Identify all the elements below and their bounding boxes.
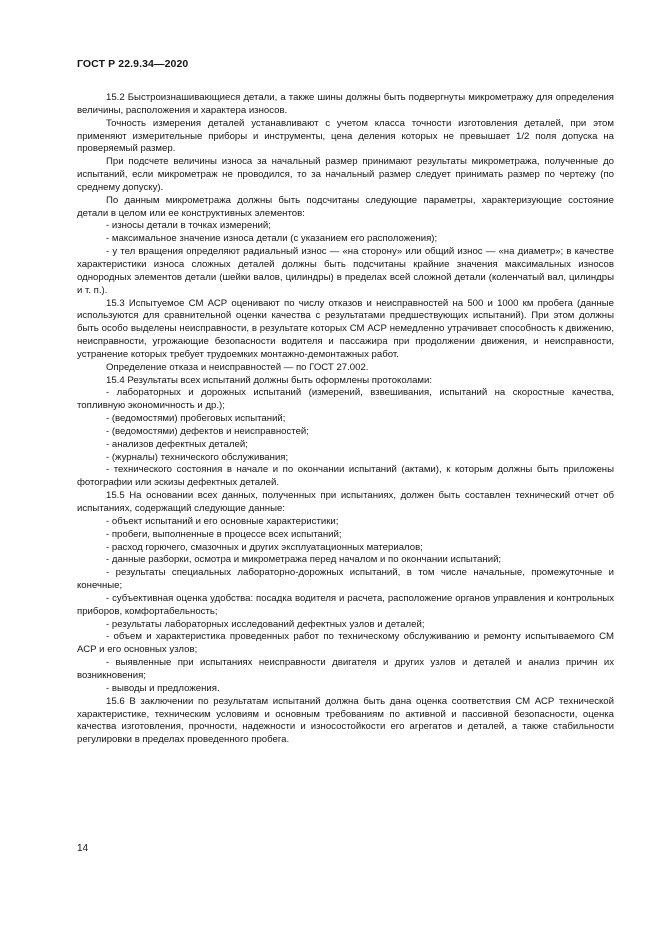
paragraph: 15.5 На основании всех данных, полученных при испытаниях, должен быть составлен технический отчет об испытаниях, содержащий следующие данные:: [77, 490, 614, 514]
list-item: - выводы и предложения.: [106, 682, 220, 694]
list-item: - анализов дефектных деталей;: [106, 438, 248, 450]
paragraph: 15.3 Испытуемое СМ АСР оценивают по числу отказов и неисправностей на 500 и 1000 км пробега (данные используются для сравнительной оценки качества с результатами предшествующих испытаний). При этом должны быть особо выделены неисправности, в результате которых СМ АСР немедленно утрачивает способность к движению, неисправности, угрожающие безопасности водителя и пассажира при продолжении движения, и неисправности, устранение которых требует трудоемких монтажно-демонтажных работ.: [77, 297, 614, 360]
list-item: - расход горючего, смазочных и других эксплуатационных материалов;: [106, 541, 423, 553]
list-item: - результаты лабораторных исследований дефектных узлов и деталей;: [106, 618, 425, 630]
list-item: - субъективная оценка удобства: посадка водителя и расчета, расположение органов управления и контрольных приборов, комфортабельность;: [77, 592, 614, 617]
list-item: - (ведомостями) дефектов и неисправностей;: [106, 425, 309, 437]
page-number: 14: [77, 843, 89, 854]
list-item: - лабораторных и дорожных испытаний (измерений, взвешивания, испытаний на скоростные качества, топливную экономичность и др.);: [77, 387, 614, 412]
list-item: - (журналы) технического обслуживания;: [106, 451, 289, 463]
list-item: - данные разборки, осмотра и микрометража перед началом и по окончании испытаний;: [106, 554, 502, 566]
list-item: - максимальное значение износа детали (с указанием его расположения);: [106, 233, 438, 245]
paragraph: 15.4 Результаты всех испытаний должны быть оформлены протоколами:: [106, 374, 433, 386]
paragraph: Определение отказа и неисправностей — по ГОСТ 27.002.: [106, 361, 369, 373]
document-body: [77, 92, 614, 747]
list-item: - объем и характеристика проведенных работ по техническому обслуживанию и ремонту испытываемого СМ АСР и его основных узлов;: [77, 631, 614, 656]
list-item: - выявленные при испытаниях неисправности двигателя и других узлов и деталей и анализ причин их возникновения;: [77, 657, 614, 681]
list-item: - износы детали в точках измерений;: [106, 220, 271, 232]
list-item: - результаты специальных лабораторно-дорожных испытаний, в том числе начальные, промежуточные и конечные;: [77, 567, 614, 592]
list-item: - объект испытаний и его основные характеристики;: [106, 515, 339, 527]
paragraph: Точность измерения деталей устанавливают с учетом класса точности изготовления деталей, при этом применяют измерительные приборы и инструменты, цена деления которых не превышает 1/2 поля допуска на проверяемый размер.: [77, 117, 614, 155]
list-item: - (ведомостями) пробеговых испытаний;: [106, 413, 286, 425]
document-code-header: ГОСТ Р 22.9.34—2020: [77, 58, 189, 70]
paragraph: 15.2 Быстроизнашивающиеся детали, а также шины должны быть подвергнуты микрометражу для определения величины, расположения и характера износов.: [77, 92, 614, 116]
list-item: - у тел вращения определяют радиальный износ — «на сторону» или общий износ — «на диаметр»; в качестве характеристики износа сложных деталей должны быть подсчитаны крайние значения максимальных износов однородных элементов детали (шейки валов, цилиндры) в пределах всей сложной детали (коленчатый вал, цилиндры и т. п.).: [77, 246, 614, 296]
paragraph: 15.6 В заключении по результатам испытаний должна быть дана оценка соответствия СМ АСР технической характеристике, техническим условиям и основным требованиям по активной и пассивной безопасности, оценка качества изготовления, прочности, надежности и износостойкости его агрегатов и деталей, а также стабильности регулировки в пределах проведенного пробега.: [77, 695, 614, 746]
list-item: - технического состояния в начале и по окончании испытаний (актами), к которым должны быть приложены фотографии или эскизы дефектных деталей.: [77, 464, 614, 489]
list-item: - пробеги, выполненные в процессе всех испытаний;: [106, 528, 342, 540]
paragraph: При подсчете величины износа за начальный размер принимают результаты микрометража, полученные до испытаний, если микрометраж не проводился, то за начальный размер следует принимать размер по чертежу (по среднему допуску).: [77, 156, 614, 193]
paragraph: По данным микрометража должны быть подсчитаны следующие параметры, характеризующие состояние детали в целом или ее конструктивных элементов:: [77, 194, 614, 219]
